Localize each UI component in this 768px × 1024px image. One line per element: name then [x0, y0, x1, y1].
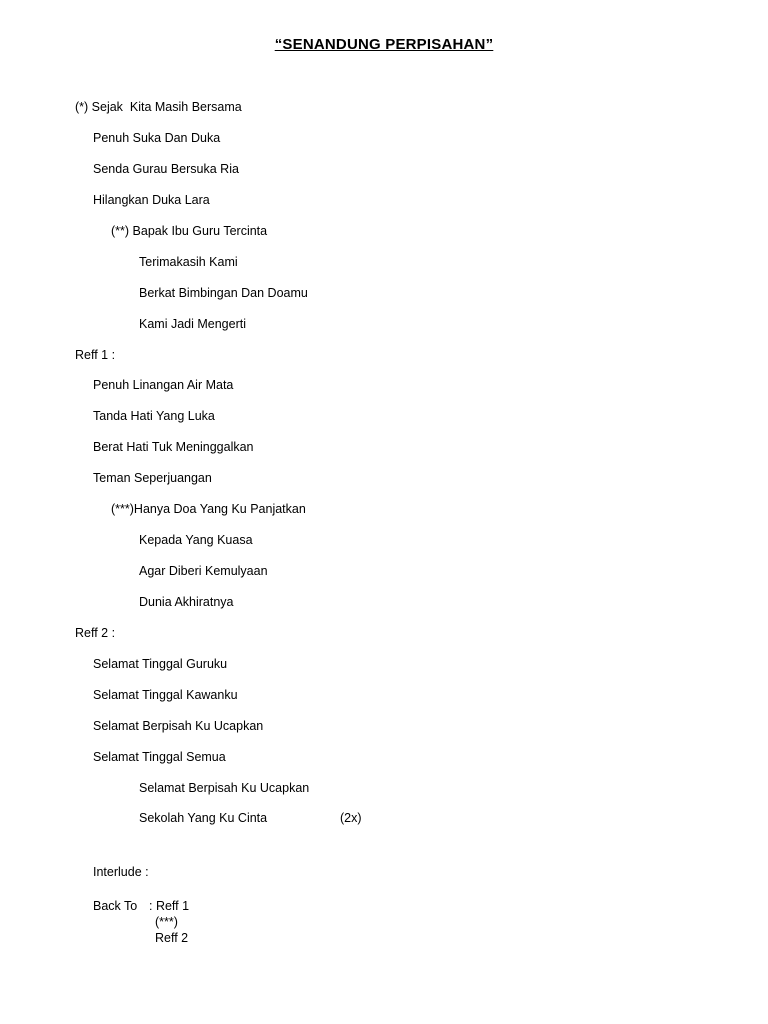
verse3-marker-line: (***)Hanya Doa Yang Ku Panjatkan	[111, 502, 306, 516]
back-to-item: Reff 2	[155, 931, 189, 945]
lyric-line: Senda Gurau Bersuka Ria	[93, 162, 239, 176]
lyric-line: Selamat Tinggal Kawanku	[93, 688, 238, 702]
interlude-label: Interlude :	[93, 865, 149, 879]
lyric-line: Tanda Hati Yang Luka	[93, 409, 215, 423]
lyric-line: Selamat Tinggal Guruku	[93, 657, 228, 671]
lyric-line: Hilangkan Duka Lara	[93, 193, 210, 207]
lyric-line: Berat Hati Tuk Meninggalkan	[93, 440, 254, 454]
reff2-heading: Reff 2 :	[75, 626, 116, 640]
lyric-line: Selamat Berpisah Ku Ucapkan	[93, 719, 264, 733]
lyric-line: Agar Diberi Kemulyaan	[139, 564, 268, 578]
back-to-item: (***)	[155, 915, 178, 929]
reff1-heading: Reff 1 :	[75, 348, 116, 362]
song-title: “SENANDUNG PERPISAHAN”	[274, 36, 494, 53]
back-to-item: : Reff 1	[149, 899, 190, 913]
back-to-label: Back To	[93, 899, 138, 913]
lyric-line: Terimakasih Kami	[139, 255, 238, 269]
lyric-line: Sekolah Yang Ku Cinta	[139, 811, 268, 825]
lyric-line: Dunia Akhiratnya	[139, 595, 234, 609]
lyric-line: Selamat Berpisah Ku Ucapkan	[139, 781, 310, 795]
lyric-line: Teman Seperjuangan	[93, 471, 212, 485]
repeat-marker: (2x)	[340, 811, 362, 825]
lyric-line: Berkat Bimbingan Dan Doamu	[139, 286, 308, 300]
lyric-line: Penuh Suka Dan Duka	[93, 131, 221, 145]
lyric-line: Selamat Tinggal Semua	[93, 750, 226, 764]
lyric-line: Penuh Linangan Air Mata	[93, 378, 234, 392]
lyric-line: Kami Jadi Mengerti	[139, 317, 246, 331]
verse1-marker-line: (*) Sejak Kita Masih Bersama	[75, 100, 242, 114]
verse2-marker-line: (**) Bapak Ibu Guru Tercinta	[111, 224, 268, 238]
lyric-line: Kepada Yang Kuasa	[139, 533, 253, 547]
